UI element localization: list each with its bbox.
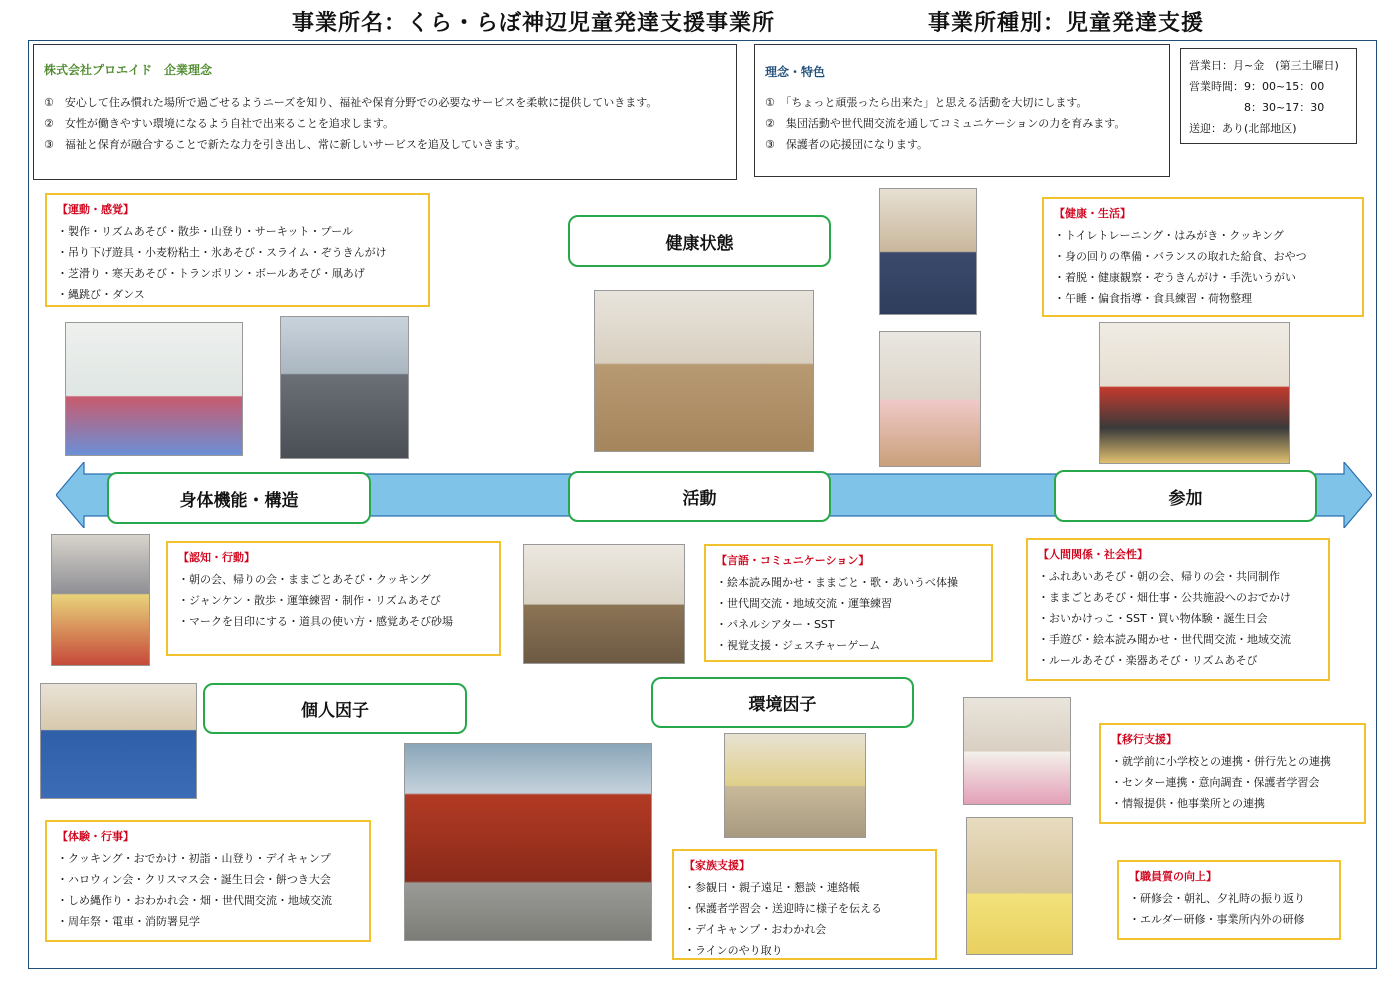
family-box — [672, 849, 937, 960]
staff-item: ・研修会・朝礼、夕礼時の振り返り — [1129, 892, 1305, 905]
transition-item: ・センター連携・意向調査・保護者学習会 — [1111, 776, 1320, 789]
family-item: ・ラインのやり取り — [684, 944, 783, 957]
philosophy-item: ① 安心して住み慣れた場所で過ごせるようニーズを知り、福祉や保育分野での必要なサービスを柔軟に提供していきます。 — [44, 96, 658, 109]
family-item: ・参観日・親子遠足・懇談・連絡帳 — [684, 881, 860, 894]
hours-line: 送迎：あり(北部地区) — [1189, 122, 1297, 135]
features-box — [754, 44, 1170, 177]
hours-line: 8：30~17：30 — [1189, 101, 1325, 114]
features-item: ③ 保護者の応援団になります。 — [765, 138, 928, 151]
social-item: ・ふれあいあそび・朝の会、帰りの会・共同制作 — [1038, 570, 1280, 583]
staff-box — [1117, 860, 1341, 940]
staff-item: ・エルダー研修・事業所内外の研修 — [1129, 913, 1305, 926]
philosophy-item: ③ 福祉と保育が融合することで新たな力を引き出し、常に新しいサービスを追及していきます。 — [44, 138, 526, 151]
language-item: ・パネルシアター・SST — [716, 618, 835, 631]
family-heading: 【家族支援】 — [684, 859, 750, 872]
environment-factor-label: 環境因子 — [651, 677, 914, 728]
photo-walk — [280, 316, 409, 459]
health-item: ・午睡・偏食指導・食具練習・荷物整理 — [1054, 292, 1252, 305]
photo-children-mat — [65, 322, 243, 456]
family-item: ・保護者学習会・送迎時に様子を伝える — [684, 902, 882, 915]
experience-heading: 【体験・行事】 — [57, 830, 134, 843]
social-item: ・ままごとあそび・畑仕事・公共施設へのおでかけ — [1038, 591, 1291, 604]
transition-item: ・就学前に小学校との連携・併行先との連携 — [1111, 755, 1331, 768]
photo-parents — [724, 733, 866, 838]
health-heading: 【健康・生活】 — [1054, 207, 1131, 220]
experience-item: ・ハロウィン会・クリスマス会・誕生日会・餅つき大会 — [57, 873, 331, 886]
hours-line: 営業時間：9：00~15：00 — [1189, 80, 1325, 93]
family-item: ・デイキャンプ・おわかれ会 — [684, 923, 827, 936]
photo-cooking — [1099, 322, 1290, 464]
cognition-item: ・マークを目印にする・道具の使い方・感覚あそび砂場 — [178, 615, 453, 628]
language-item: ・絵本読み聞かせ・ままごと・歌・あいうべ体操 — [716, 576, 958, 589]
health-item: ・トイレトレーニング・はみがき・クッキング — [1054, 229, 1284, 242]
social-heading: 【人間関係・社会性】 — [1038, 548, 1148, 561]
language-box — [704, 544, 993, 662]
transition-item: ・情報提供・他事業所との連携 — [1111, 797, 1265, 810]
language-item: ・視覚支援・ジェスチャーゲーム — [716, 639, 881, 652]
experience-item: ・クッキング・おでかけ・初詣・山登り・デイキャンプ — [57, 852, 331, 865]
motor-item: ・製作・リズムあそび・散歩・山登り・サーキット・プール — [57, 225, 354, 238]
activity-label: 活動 — [568, 471, 831, 522]
participation-label: 参加 — [1054, 470, 1317, 522]
experience-item: ・周年祭・電車・消防署見学 — [57, 915, 200, 928]
cognition-box — [166, 541, 501, 656]
body-function-label: 身体機能・構造 — [107, 472, 371, 524]
experience-box — [45, 820, 371, 942]
motor-heading: 【運動・感覚】 — [57, 203, 134, 216]
philosophy-box — [33, 44, 737, 180]
personal-factor-label: 個人因子 — [203, 683, 467, 734]
motor-item: ・吊り下げ遊具・小麦粉粘土・氷あそび・スライム・ぞうきんがけ — [57, 246, 387, 259]
cognition-item: ・ジャンケン・散歩・運筆練習・制作・リズムあそび — [178, 594, 441, 607]
photo-table-play — [963, 697, 1071, 805]
social-item: ・おいかけっこ・SST・買い物体験・誕生日会 — [1038, 612, 1268, 625]
social-item: ・手遊び・絵本読み聞かせ・世代間交流・地域交流 — [1038, 633, 1291, 646]
transition-heading: 【移行支援】 — [1111, 733, 1177, 746]
features-item: ① 「ちょっと頑張ったら出来た」と思える活動を大切にします。 — [765, 96, 1088, 109]
experience-item: ・しめ縄作り・おわかれ会・畑・世代間交流・地域交流 — [57, 894, 332, 907]
health-item: ・着脱・健康観察・ぞうきんがけ・手洗いうがい — [1054, 271, 1296, 284]
philosophy-item: ② 女性が働きやすい環境になるよう自社で出来ることを追求します。 — [44, 117, 394, 130]
language-heading: 【言語・コミュニケーション】 — [716, 554, 870, 567]
features-heading: 理念・特色 — [765, 65, 826, 79]
cognition-heading: 【認知・行動】 — [178, 551, 255, 564]
photo-floor-game — [966, 817, 1073, 955]
photo-eating — [879, 188, 977, 315]
photo-craft — [51, 534, 150, 666]
health-state-label: 健康状態 — [568, 215, 831, 267]
photo-storytime — [523, 544, 685, 664]
philosophy-heading: 株式会社プロエイド 企業理念 — [44, 63, 213, 77]
office-name: 事業所名：くら・らぼ神辺児童発達支援事業所 — [292, 11, 776, 36]
cognition-item: ・朝の会、帰りの会・ままごとあそび・クッキング — [178, 573, 431, 586]
motor-item: ・縄跳び・ダンス — [57, 288, 145, 301]
hours-box — [1180, 48, 1357, 144]
health-item: ・身の回りの準備・バランスの取れた給食、おやつ — [1054, 250, 1307, 263]
photo-bridge-pose — [594, 290, 814, 452]
features-item: ② 集団活動や世代間交流を通してコミュニケーションの力を育みます。 — [765, 117, 1126, 130]
transition-box — [1099, 723, 1366, 824]
motor-item: ・芝滑り・寒天あそび・トランポリン・ボールあそび・凧あげ — [57, 267, 365, 280]
office-type: 事業所種別：児童発達支援 — [928, 11, 1205, 36]
photo-lunch — [879, 331, 981, 467]
social-box — [1026, 538, 1330, 681]
social-item: ・ルールあそび・楽器あそび・リズムあそび — [1038, 654, 1258, 667]
photo-mat-game — [40, 683, 197, 799]
language-item: ・世代間交流・地域交流・運筆練習 — [716, 597, 892, 610]
health-box — [1042, 197, 1364, 317]
staff-heading: 【職員質の向上】 — [1129, 870, 1217, 883]
hours-line: 営業日：月~金 (第三土曜日) — [1189, 59, 1339, 72]
photo-shrine — [404, 743, 652, 941]
motor-box — [45, 193, 430, 307]
